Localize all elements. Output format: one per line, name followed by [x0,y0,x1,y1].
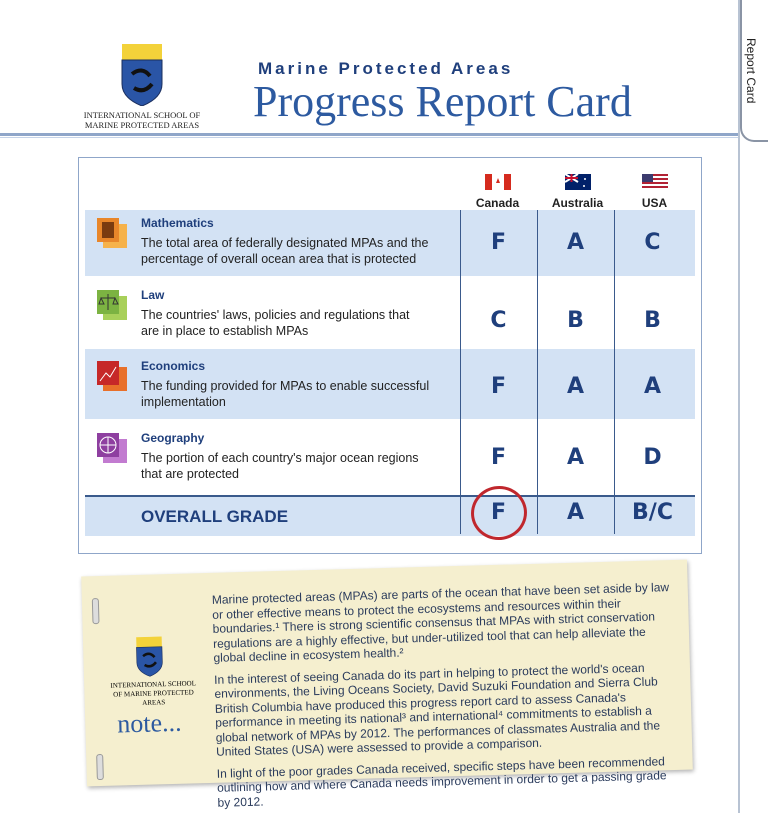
page-title: Progress Report Card [253,77,632,126]
school-name: INTERNATIONAL SCHOOL OF MARINE PROTECTED AREAS [83,110,201,130]
column-label: Australia [551,196,604,210]
grade-law-canada: C [490,308,507,333]
school-name: INTERNATIONAL SCHOOL OF MARINE PROTECTED AREAS [110,679,197,707]
column-header-australia [539,174,616,210]
subject-description: The total area of federally designated MPAs and the percentage of overall ocean area that is protected [141,236,429,266]
grade-econ-usa: A [643,374,662,399]
header-divider [0,133,740,136]
paperclip-icon [92,598,100,624]
subject-title: Law [141,288,165,302]
note-text [212,580,683,817]
grade-geo-australia: A [566,445,585,470]
grade-geo-canada: F [490,445,507,470]
header-divider [0,137,740,138]
subject-title: Economics [141,359,206,373]
paperclip-icon [96,754,104,780]
subject-description: The portion of each country's major ocean regions that are protected [141,451,419,481]
globe-icon [97,433,127,463]
overall-grade-canada: F [490,500,507,525]
school-logo-icon [135,636,164,677]
page-subtitle: Marine Protected Areas [258,59,514,78]
canada-flag-icon [485,174,511,190]
grade-law-australia: B [567,308,584,333]
school-logo-icon [120,44,164,106]
column-divider [614,210,615,534]
overall-grade-australia: A [566,500,585,525]
calculator-icon [97,218,127,248]
column-divider [537,210,538,534]
grade-econ-australia: A [566,374,585,399]
note-paragraph: In the interest of seeing Canada do its part in helping to protect the world's ocean environments, the Living Oceans Society, David Suzuki Foundation and Sierra Club British Columbia have produced this progress report card to assess Canada's performance in meeting its national³ and international⁴ commitments to establish a global network of MPAs by 2012. The performances of classmates Australia and the United States (USA) were assessed to provide a comparison. [213,660,661,759]
subject-description: The funding provided for MPAs to enable successful implementation [141,379,430,409]
overall-grade-label: OVERALL GRADE [141,507,289,526]
note-paragraph: Marine protected areas (MPAs) are parts of the ocean that have been set aside by law or other effective means to protect the ecosystems and resources within their boundaries.¹ There is strong scientific consensus that MPAs with strict conservation regulations are a highly effective, but under-utilized tool that can help alleviate the global decline in ecosystem health.² [211,580,670,665]
column-label: Canada [475,196,520,210]
grade-law-usa: B [644,308,661,333]
column-divider [460,210,461,534]
subject-title: Mathematics [141,216,214,230]
tab-label: Report Card [744,38,758,104]
column-header-usa [616,174,693,210]
grade-math-australia: A [566,230,585,255]
chart-icon [97,361,127,391]
scales-icon [97,290,127,320]
note-box [81,560,693,810]
overall-grade-usa: B/C [632,500,673,525]
column-label: USA [641,196,668,210]
grade-geo-usa: D [643,445,662,470]
grade-math-usa: C [644,230,661,255]
australia-flag-icon [565,174,591,190]
grade-econ-canada: F [490,374,507,399]
subject-description: The countries' laws, policies and regulations that are in place to establish MPAs [141,308,410,338]
usa-flag-icon [642,174,668,190]
note-paragraph: In light of the poor grades Canada received, specific steps have been recommended outlining how and where Canada needs improvement in order to get a passing grade by 2012. [216,753,667,810]
grade-math-canada: F [490,230,507,255]
report-card-table [78,157,702,554]
subject-title: Geography [141,431,205,445]
column-header-canada [459,174,536,210]
note-heading: note... [116,707,182,739]
